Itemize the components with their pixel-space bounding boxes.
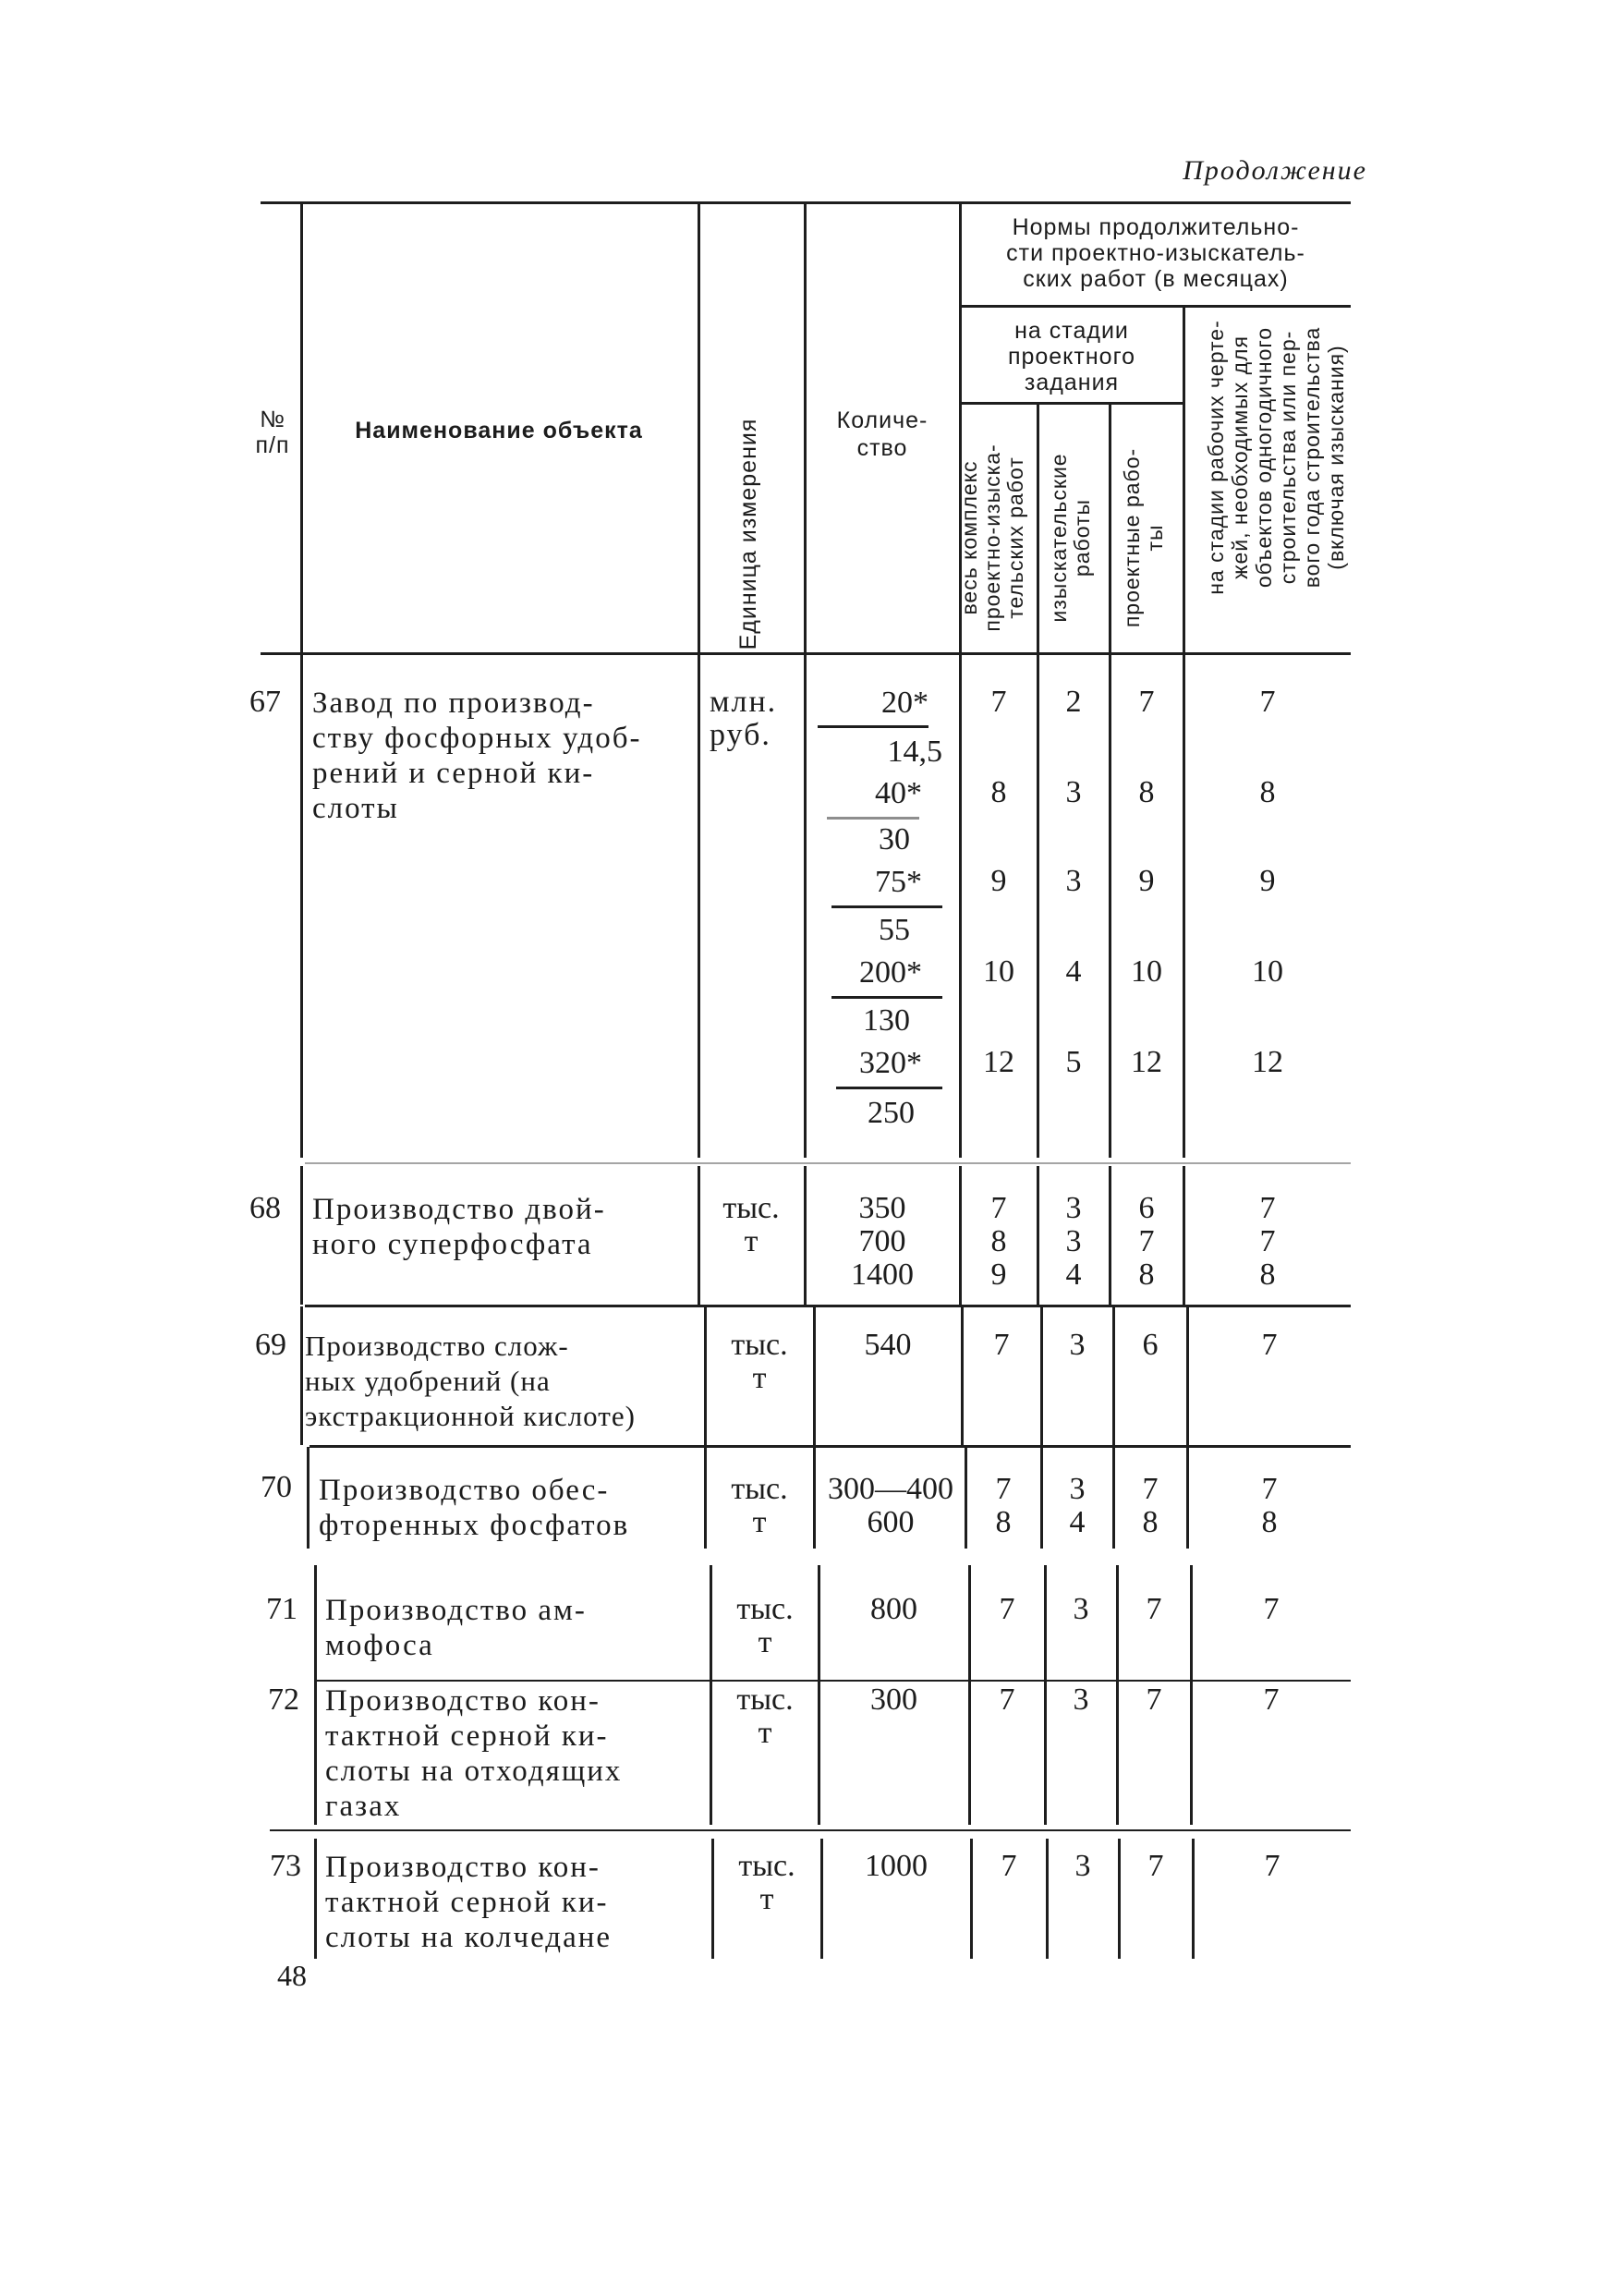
row72-line-4 — [968, 1682, 971, 1825]
row-number: 70 — [261, 1470, 292, 1504]
row68-line-6 — [1109, 1166, 1111, 1305]
header-num: № п/п — [255, 407, 290, 458]
value-working: 12 — [1252, 1045, 1283, 1079]
qty-denominator: 130 — [863, 1003, 910, 1038]
value-working: 7 7 8 — [1259, 1191, 1276, 1292]
header-sub3: проектные рабо- ты — [1120, 447, 1167, 628]
row70-line-5 — [1040, 1447, 1043, 1549]
header-sub2: изыскательские работы — [1047, 453, 1094, 623]
value-design: 7 — [1147, 1849, 1164, 1883]
row70-line-2 — [704, 1447, 707, 1549]
qty-denominator: 55 — [879, 913, 910, 947]
row73-line-6 — [1118, 1839, 1121, 1959]
value-design: 9 — [1138, 864, 1155, 898]
value-total: 7 8 9 — [990, 1191, 1007, 1292]
value-survey: 3 — [1073, 1683, 1089, 1717]
value-working: 7 — [1264, 1849, 1280, 1883]
col-line-2 — [698, 203, 700, 654]
row73-line-3 — [820, 1839, 823, 1959]
quantity: 1000 — [865, 1849, 928, 1883]
object-name: Завод по производ- ству фосфорных удоб- рений и серной ки- слоты — [312, 686, 642, 825]
value-survey: 3 3 4 — [1065, 1191, 1082, 1292]
row-number: 73 — [270, 1849, 301, 1883]
row70-line-3 — [813, 1447, 816, 1549]
value-working: 7 — [1263, 1683, 1280, 1717]
value-total: 8 — [990, 775, 1007, 809]
value-working: 7 — [1261, 1328, 1278, 1362]
value-survey: 3 — [1065, 864, 1082, 898]
row72-line-3 — [818, 1682, 820, 1825]
value-survey: 5 — [1065, 1045, 1082, 1079]
quantity: 300—400 600 — [828, 1472, 953, 1539]
object-name: Производство ам- мофоса — [325, 1594, 587, 1662]
fraction-bar — [827, 817, 919, 820]
row71-line-6 — [1116, 1565, 1119, 1680]
fraction-bar — [831, 996, 942, 999]
value-design: 7 — [1146, 1592, 1162, 1626]
qty-numerator: 75* — [875, 865, 922, 899]
row68-line-7 — [1183, 1166, 1185, 1305]
value-working: 7 — [1263, 1592, 1280, 1626]
row71-line-1 — [314, 1565, 317, 1680]
row73-line-7 — [1192, 1839, 1195, 1959]
row-number: 68 — [249, 1191, 281, 1225]
row67-line-7 — [1183, 654, 1185, 1158]
row67-line-1 — [300, 654, 303, 1158]
value-total: 7 — [993, 1328, 1010, 1362]
value-design: 7 — [1138, 685, 1155, 719]
object-name: Производство кон- тактной серной ки- слоты на колчедане — [325, 1851, 613, 1954]
row70-line-1 — [307, 1447, 309, 1549]
row68-line-3 — [804, 1166, 807, 1305]
fraction-bar — [831, 905, 942, 908]
stage-rule — [961, 402, 1183, 405]
header-sub1: весь комплекс проектно-изыска- тельских работ — [957, 443, 1027, 632]
row71-line-3 — [818, 1565, 820, 1680]
qty-denominator: 14,5 — [887, 735, 942, 769]
col-line-3 — [804, 203, 807, 654]
fraction-bar — [836, 1087, 942, 1089]
value-survey: 2 — [1065, 685, 1082, 719]
value-survey: 3 — [1069, 1328, 1086, 1362]
value-survey: 4 — [1065, 954, 1082, 989]
row72-line-1 — [314, 1682, 317, 1825]
row-number: 67 — [249, 685, 281, 719]
row71-bottom-rule — [314, 1680, 1351, 1682]
quantity: 540 — [864, 1328, 912, 1362]
row72-line-6 — [1116, 1682, 1119, 1825]
value-total: 12 — [983, 1045, 1014, 1079]
qty-denominator: 250 — [868, 1096, 915, 1130]
col-line-7 — [1183, 307, 1185, 654]
header-norms: Нормы продолжительно- сти проектно-изыскатель- ских работ (в месяцах) — [1006, 214, 1305, 292]
row70-line-7 — [1186, 1447, 1189, 1549]
row70-line-4 — [965, 1447, 967, 1549]
value-survey: 3 — [1073, 1592, 1089, 1626]
object-name: Производство слож- ных удобрений (на экстракционной кислоте) — [305, 1330, 636, 1432]
unit: млн. руб. — [710, 685, 778, 752]
value-total: 10 — [983, 954, 1014, 989]
row67-line-3 — [804, 654, 807, 1158]
row-number: 72 — [268, 1683, 299, 1717]
value-design: 6 — [1142, 1328, 1159, 1362]
qty-denominator: 30 — [879, 822, 910, 856]
value-total: 7 — [999, 1683, 1015, 1717]
row68-line-5 — [1037, 1166, 1039, 1305]
value-total: 7 — [990, 685, 1007, 719]
row-number: 71 — [266, 1592, 297, 1626]
row69-line-7 — [1186, 1306, 1189, 1445]
row68-line-1 — [300, 1166, 303, 1305]
continuation-label: Продолжение — [1183, 155, 1367, 186]
quantity: 300 — [870, 1683, 917, 1717]
value-design: 7 8 — [1142, 1472, 1159, 1539]
row73-line-4 — [970, 1839, 973, 1959]
object-name: Производство обес- фторенных фосфатов — [319, 1474, 630, 1542]
header-name: Наименование объекта — [355, 418, 643, 443]
row68-top-rule — [305, 1162, 1351, 1164]
row69-line-2 — [704, 1306, 707, 1445]
row73-line-2 — [711, 1839, 714, 1959]
value-design: 10 — [1131, 954, 1162, 989]
unit: тыс. т — [736, 1683, 794, 1750]
header-unit: Единица измерения — [735, 418, 761, 650]
row69-line-1 — [300, 1306, 303, 1445]
header-sub4: на стадии рабочих черте- жей, необходимых для объектов одногодичного строительства или пер- вого года строительства (включая изыскания) — [1204, 320, 1348, 595]
page-number: 48 — [277, 1959, 307, 1992]
row71-line-2 — [710, 1565, 712, 1680]
qty-numerator: 40* — [875, 776, 922, 810]
qty-numerator: 20* — [881, 686, 928, 720]
value-working: 7 — [1259, 685, 1276, 719]
qty-numerator: 320* — [859, 1046, 922, 1080]
value-design: 12 — [1131, 1045, 1162, 1079]
row69-bottom-rule — [309, 1445, 1351, 1448]
unit: тыс. т — [722, 1191, 780, 1258]
value-working: 8 — [1259, 775, 1276, 809]
row70-line-6 — [1112, 1447, 1115, 1549]
value-design: 7 — [1146, 1683, 1162, 1717]
row71-line-7 — [1190, 1565, 1193, 1680]
qty-numerator: 200* — [859, 955, 922, 990]
unit: тыс. т — [738, 1849, 795, 1916]
col-line-6 — [1109, 404, 1111, 654]
quantity: 350 700 1400 — [851, 1191, 914, 1292]
row71-line-4 — [968, 1565, 971, 1680]
value-survey: 3 4 — [1069, 1472, 1086, 1539]
row71-line-5 — [1044, 1565, 1047, 1680]
row73-line-5 — [1046, 1839, 1049, 1959]
value-design: 8 — [1138, 775, 1155, 809]
value-survey: 3 — [1065, 775, 1082, 809]
row69-line-4 — [961, 1306, 964, 1445]
value-total: 7 8 — [995, 1472, 1012, 1539]
object-name: Производство двой- ного суперфосфата — [312, 1193, 606, 1261]
value-total: 9 — [990, 864, 1007, 898]
header-qty: Количе- ство — [836, 407, 928, 461]
object-name: Производство кон- тактной серной ки- слоты на отходящих газах — [325, 1684, 623, 1823]
value-working: 7 8 — [1261, 1472, 1278, 1539]
row67-line-2 — [698, 654, 700, 1158]
value-total: 7 — [999, 1592, 1015, 1626]
row67-line-4 — [959, 654, 962, 1158]
row68-line-4 — [959, 1166, 962, 1305]
unit: тыс. т — [731, 1328, 788, 1395]
row68-line-2 — [698, 1166, 700, 1305]
unit: тыс. т — [731, 1472, 788, 1539]
unit: тыс. т — [736, 1592, 794, 1659]
row69-line-3 — [813, 1306, 816, 1445]
value-design: 6 7 8 — [1138, 1191, 1155, 1292]
row72-line-7 — [1190, 1682, 1193, 1825]
value-survey: 3 — [1074, 1849, 1091, 1883]
row69-line-6 — [1112, 1306, 1115, 1445]
row67-line-5 — [1037, 654, 1039, 1158]
value-working: 10 — [1252, 954, 1283, 989]
fraction-bar — [818, 725, 928, 728]
row72-line-5 — [1044, 1682, 1047, 1825]
row67-line-6 — [1109, 654, 1111, 1158]
col-line-5 — [1037, 404, 1039, 654]
row72-line-2 — [710, 1682, 712, 1825]
value-total: 7 — [1001, 1849, 1017, 1883]
quantity: 800 — [870, 1592, 917, 1626]
col-line-1 — [300, 203, 303, 654]
header-stage-project: на стадии проектного задания — [1007, 318, 1136, 395]
row68-bottom-rule — [305, 1305, 1351, 1307]
row69-line-5 — [1040, 1306, 1043, 1445]
row-number: 69 — [255, 1328, 286, 1362]
row72-bottom-rule — [270, 1829, 1351, 1831]
value-working: 9 — [1259, 864, 1276, 898]
